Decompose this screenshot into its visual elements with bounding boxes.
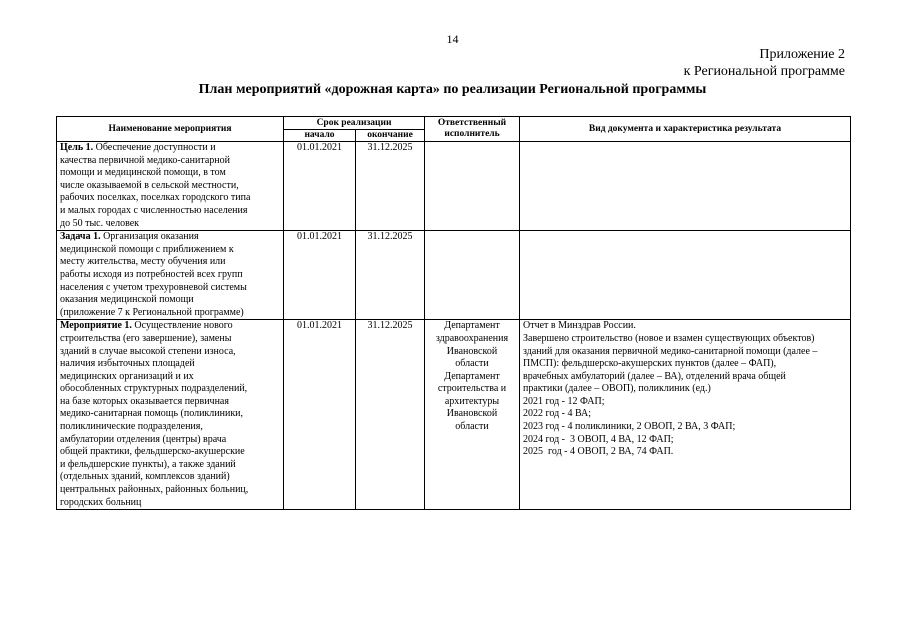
document-title: План мероприятий «дорожная карта» по реализации Региональной программы (198, 82, 707, 97)
activity-name-line: качества первичной медико-санитарной (60, 154, 230, 166)
activity-name-line: до 50 тыс. человек (60, 217, 140, 229)
executor-cell (425, 231, 520, 320)
header-name: Наименование мероприятия (57, 117, 284, 142)
activity-name-line: (отдельных зданий, комплексов зданий) (60, 471, 230, 483)
result-line: Завершено строительство (новое и взамен существующих объектов) (523, 332, 815, 344)
activity-name-text: Осуществление нового (131, 320, 233, 332)
end-date-cell: 31.12.2025 (356, 320, 425, 510)
activity-name-line: месту жительства, месту обучения или (60, 256, 226, 268)
end-date-cell: 31.12.2025 (356, 231, 425, 320)
result-cell (520, 142, 851, 231)
result-line: 2021 год - 12 ФАП; (523, 395, 605, 407)
activity-name-line: центральных районных, районных больниц, (60, 484, 249, 496)
start-date-cell: 01.01.2021 (284, 231, 356, 320)
activity-label: Задача 1. (60, 231, 101, 243)
activity-name-line: помощи и медицинской помощи, в том (60, 167, 226, 179)
start-date-cell: 01.01.2021 (284, 142, 356, 231)
activity-name-line: амбулатории отделения (центры) врача (60, 433, 227, 445)
result-cell (520, 320, 851, 510)
activity-name-line: зданий в случае высокой степени износа, (60, 345, 236, 357)
result-cell (520, 231, 851, 320)
activity-name-cell (57, 142, 284, 231)
activity-name-line (60, 320, 280, 333)
result-line: 2025 год - 4 ОВОП, 2 ВА, 74 ФАП. (523, 446, 674, 458)
executor-cell (425, 142, 520, 231)
result-line: зданий для оказания первичной медико-санитарной помощи (далее – (523, 345, 818, 357)
activity-name-line: оказания медицинской помощи (60, 294, 194, 306)
executor-line: Департамент (444, 320, 500, 332)
result-line: врачебных амбулаторий (далее – ВА), отделений врача общей (523, 370, 786, 382)
header-term: Срок реализации (284, 117, 425, 130)
activity-name-text: Организация оказания (100, 231, 199, 243)
activity-name-line: медицинских организаций и их (60, 370, 194, 382)
result-line: Отчет в Минздрав России. (523, 320, 636, 332)
executor-line: Ивановской (446, 408, 498, 420)
activity-name-line: числе оказываемой в сельской местности, (60, 179, 239, 191)
executor-line: здравоохранения (435, 332, 509, 344)
activity-name-line: городских больниц (60, 496, 142, 508)
appendix-caption (684, 46, 845, 80)
executor-line: области (455, 358, 489, 370)
executor-cell (425, 320, 520, 510)
activity-label: Мероприятие 1. (60, 320, 132, 332)
table-row (57, 231, 851, 320)
result-line: 2023 год - 4 поликлиники, 2 ОВОП, 2 ВА, 3 ФАП; (523, 421, 736, 433)
activity-name-line: населения с учетом трехуровневой системы (60, 281, 247, 293)
roadmap-table (56, 116, 851, 510)
page-number: 14 (446, 32, 459, 46)
activity-name-line: наличия избыточных площадей (60, 358, 195, 370)
activity-name-line: строительства (его завершение), замены (60, 332, 232, 344)
activity-name-line: и малых городах с численностью населения (60, 204, 248, 216)
header-end: окончание (356, 130, 425, 142)
executor-line: архитектуры (444, 395, 500, 407)
executor-line: Департамент (444, 370, 500, 382)
executor-line: Ивановской (446, 345, 498, 357)
executor-line: строительства и (437, 383, 507, 395)
activity-name-line: и фельдшерские пункты), а также зданий (60, 458, 236, 470)
result-line: 2022 год - 4 ВА; (523, 408, 592, 420)
activity-name-line: обособленных структурных подразделений, (60, 383, 248, 395)
activity-name-line: медико-санитарная помощь (поликлиники, (60, 408, 244, 420)
activity-name-line: на базе которых оказывается первичная (60, 395, 229, 407)
appendix-line-1: Приложение 2 (759, 47, 845, 62)
activity-name-line: работы исходя из потребностей всех групп (60, 268, 243, 280)
header-start: начало (284, 130, 356, 142)
activity-name-line (60, 142, 280, 155)
header-executor: Ответственный исполнитель (425, 117, 520, 142)
executor-line: области (455, 421, 489, 433)
result-line: практики (далее – ОВОП), поликлиник (ед.) (523, 383, 711, 395)
start-date-cell: 01.01.2021 (284, 320, 356, 510)
activity-label: Цель 1. (60, 142, 94, 153)
header-result: Вид документа и характеристика результата (520, 117, 851, 142)
activity-name-line: рабочих поселках, поселках городского типа (60, 192, 251, 204)
table-row (57, 142, 851, 231)
end-date-cell: 31.12.2025 (356, 142, 425, 231)
table-row (57, 320, 851, 510)
activity-name-cell (57, 320, 284, 510)
result-line: 2024 год - 3 ОВОП, 4 ВА, 12 ФАП; (523, 433, 674, 445)
activity-name-cell (57, 231, 284, 320)
activity-name-line: поликлинические подразделения, (60, 421, 203, 433)
activity-name-line: общей практики, фельдшерско-акушерские (60, 446, 245, 458)
activity-name-line (60, 231, 280, 244)
result-line: ПМСП): фельдшерско-акушерских пунктов (далее – ФАП), (523, 358, 777, 370)
activity-name-line: медицинской помощи с приближением к (60, 243, 234, 255)
activity-name-text: Обеспечение доступности и (93, 142, 216, 153)
appendix-line-2: к Региональной программе (683, 64, 845, 79)
activity-name-line: (приложение 7 к Региональной программе) (60, 306, 244, 318)
